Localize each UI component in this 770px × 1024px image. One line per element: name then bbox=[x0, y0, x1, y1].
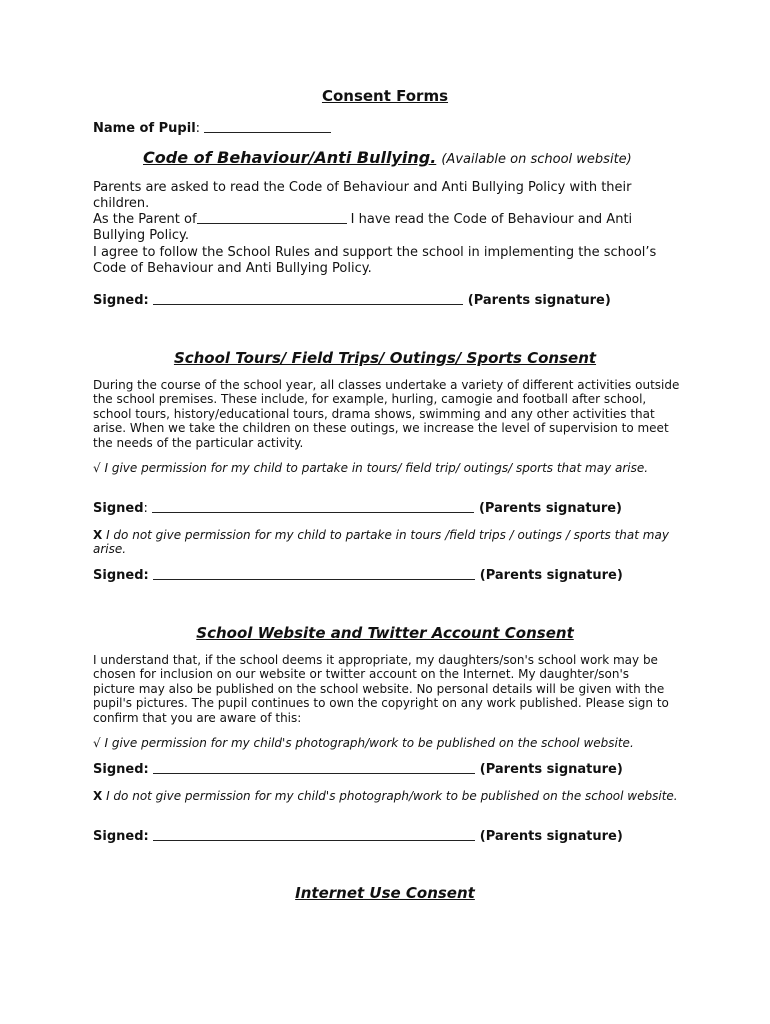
child-name-field[interactable] bbox=[197, 222, 347, 224]
website-signature-row-1 bbox=[93, 762, 623, 777]
code-line-3-rest: I have read the Code of Behaviour and Anti bbox=[346, 212, 633, 227]
parents-signature-label: (Parents signature) bbox=[479, 829, 623, 844]
parents-signature-label: (Parents signature) bbox=[479, 568, 623, 583]
signed-colon: : bbox=[143, 501, 148, 516]
pupil-name-row bbox=[93, 121, 331, 136]
website-permission-yes bbox=[93, 736, 693, 750]
tours-signature-row-1 bbox=[93, 501, 622, 516]
code-line-2: children. bbox=[93, 196, 150, 211]
code-signature-field[interactable] bbox=[153, 303, 463, 305]
website-permission-no bbox=[93, 789, 678, 803]
x-mark-icon: X bbox=[93, 528, 103, 542]
tours-permission-no bbox=[93, 528, 673, 556]
tours-yes-text: I give permission for my child to partake in tours/ field trip/ outings/ sports that may arise. bbox=[100, 461, 649, 475]
signed-label: Signed: bbox=[93, 568, 149, 583]
x-mark-icon: X bbox=[93, 789, 103, 803]
signed-label: Signed bbox=[93, 501, 144, 516]
website-signature-row-2 bbox=[93, 829, 623, 844]
code-line-6: Code of Behaviour and Anti Bullying Policy. bbox=[93, 261, 372, 276]
pupil-name-field[interactable] bbox=[204, 131, 331, 133]
website-signature-field-1[interactable] bbox=[153, 772, 475, 774]
tours-paragraph: During the course of the school year, all classes undertake a variety of different activities outside the school premises. These include, for example, hurling, camogie and football after school, school tours, history/educational tours, drama shows, swimming and any other activities that arise. When we take the children on these outings, we increase the level of supervision to meet the needs of the particular activity. bbox=[93, 378, 680, 450]
code-heading-row bbox=[143, 148, 632, 167]
internet-heading: Internet Use Consent bbox=[295, 884, 475, 902]
signed-label: Signed: bbox=[93, 293, 149, 308]
parent-of-label: As the Parent of bbox=[93, 212, 197, 227]
check-mark-icon: √ bbox=[93, 461, 101, 475]
tours-signature-field-2[interactable] bbox=[153, 578, 475, 580]
page-title: Consent Forms bbox=[321, 87, 449, 105]
website-paragraph: I understand that, if the school deems it appropriate, my daughters/son's school work may be chosen for inclusion on our website or twitter account on the Internet. My daughter/son's picture may also be published on the school website. No personal details will be given with the pupil's pictures. The pupil continues to own the copyright on any work published. Please sign to confirm that you are aware of this: bbox=[93, 653, 669, 725]
code-heading-note: (Available on school website) bbox=[441, 152, 632, 167]
signed-label: Signed: bbox=[93, 762, 149, 777]
pupil-name-label: Name of Pupil bbox=[93, 121, 196, 136]
code-line-1: Parents are asked to read the Code of Behaviour and Anti Bullying Policy with their bbox=[93, 180, 632, 195]
pupil-name-colon: : bbox=[195, 121, 201, 136]
website-yes-text: I give permission for my child's photograph/work to be published on the school website. bbox=[100, 736, 634, 750]
tours-permission-yes bbox=[93, 461, 673, 475]
code-signature-row bbox=[93, 293, 611, 308]
code-line-5: I agree to follow the School Rules and support the school in implementing the school’s bbox=[93, 245, 657, 260]
parents-signature-label: (Parents signature) bbox=[479, 762, 623, 777]
code-heading: Code of Behaviour/Anti Bullying. bbox=[143, 148, 437, 167]
website-heading: School Website and Twitter Account Consent bbox=[196, 624, 574, 642]
parents-signature-label: (Parents signature) bbox=[467, 293, 611, 308]
signed-label: Signed: bbox=[93, 829, 149, 844]
parents-signature-label: (Parents signature) bbox=[478, 501, 622, 516]
tours-no-text: I do not give permission for my child to partake in tours /field trips / outings / sports that may arise. bbox=[93, 528, 669, 556]
check-mark-icon: √ bbox=[93, 736, 101, 750]
code-line-3 bbox=[93, 212, 632, 227]
website-no-text: I do not give permission for my child's photograph/work to be published on the school website. bbox=[102, 789, 678, 803]
code-line-4: Bullying Policy. bbox=[93, 228, 189, 243]
website-signature-field-2[interactable] bbox=[153, 839, 475, 841]
tours-signature-row-2 bbox=[93, 568, 623, 583]
tours-heading: School Tours/ Field Trips/ Outings/ Sports Consent bbox=[173, 349, 597, 367]
tours-signature-field-1[interactable] bbox=[152, 511, 474, 513]
